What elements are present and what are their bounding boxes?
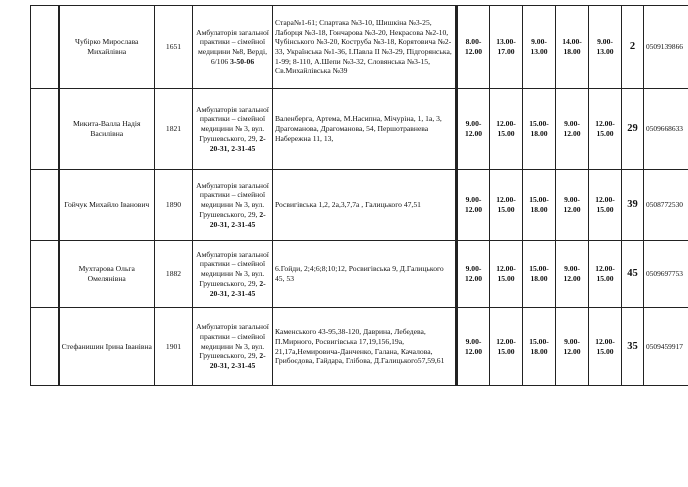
- clinic-address-text: Амбулаторія загальної практики – сімейної медицини № 3, вул. Грушевського, 29,: [196, 104, 269, 143]
- mobile-phone: 0509668633: [644, 89, 688, 170]
- clinic-address-text: Амбулаторія загальної практики – сімейної медицини № 3, вул. Грушевського, 29,: [196, 249, 269, 288]
- cabinet-number: 29: [622, 89, 644, 170]
- hours-wed: 15.00-18.00: [523, 89, 556, 170]
- row-number-cell: [31, 6, 59, 89]
- served-streets: Валенберга, Артема, М.Насипна, Мічуріна, 1, 1а, 3, Драгоманова, Драгоманова, 54, Першотравнева Набережна 11, 13,: [273, 89, 457, 170]
- district-code: 1890: [155, 170, 193, 241]
- doctor-name: Гойчук Михайло Іванович: [59, 170, 155, 241]
- mobile-phone: 0509459917: [644, 308, 688, 386]
- cabinet-number: 35: [622, 308, 644, 386]
- hours-wed: 15.00-18.00: [523, 241, 556, 308]
- mobile-phone: 0509139866: [644, 6, 688, 89]
- row-number-cell: [31, 170, 59, 241]
- hours-mon: 9.00-12.00: [457, 89, 490, 170]
- hours-thu: 9.00-12.00: [556, 170, 589, 241]
- table-row: [31, 89, 688, 170]
- mobile-phone: 0509697753: [644, 241, 688, 308]
- served-streets: 6.Гойди, 2;4;6;8;10;12, Росвигівська 9, Д.Галицького 45, 53: [273, 241, 457, 308]
- hours-tue: 12.00-15.00: [490, 170, 523, 241]
- doctor-schedule-table: [30, 5, 688, 386]
- cabinet-number: 39: [622, 170, 644, 241]
- clinic-address: [193, 241, 273, 308]
- district-code: 1882: [155, 241, 193, 308]
- district-code: 1651: [155, 6, 193, 89]
- hours-fri: 12.00-15.00: [589, 170, 622, 241]
- clinic-address-text: Амбулаторія загальної практики – сімейної медицини № 3, вул. Грушевського, 29,: [196, 322, 269, 361]
- doctor-name: Мухтарова Ольга Омелянівна: [59, 241, 155, 308]
- clinic-address: [193, 89, 273, 170]
- doctor-name: Чубірко Мирослава Михайлівна: [59, 6, 155, 89]
- row-number-cell: [31, 89, 59, 170]
- served-streets: Стара№1-61; Спартака №3-10, Шишкіна №3-25, Лаборця №3-18, Гончарова №3-20, Некрасова №2-10, Чубінського №3-20, Коструба №3-18, Корятовича №2-33, Українська №1-36, І.Павла ІІ №3-29, Підгорянська, 1-99; 8-110, А.Шепи №3-32, Словянська №3-15, Св.Михайлівська №39: [273, 6, 457, 89]
- hours-mon: 9.00-12.00: [457, 308, 490, 386]
- district-code: 1821: [155, 89, 193, 170]
- mobile-phone: 0508772530: [644, 170, 688, 241]
- cabinet-number: 45: [622, 241, 644, 308]
- clinic-phone: 2-20-31, 2-31-45: [209, 351, 266, 371]
- doctor-name: Микита-Валла Надія Василівна: [59, 89, 155, 170]
- hours-fri: 9.00-13.00: [589, 6, 622, 89]
- clinic-address-text: Амбулаторія загальної практики – сімейної медицини № 3, вул. Грушевського, 29,: [196, 180, 269, 219]
- hours-thu: 9.00-12.00: [556, 241, 589, 308]
- table-row: [31, 241, 688, 308]
- hours-thu: 9.00-12.00: [556, 308, 589, 386]
- hours-mon: 9.00-12.00: [457, 170, 490, 241]
- hours-tue: 12.00-15.00: [490, 308, 523, 386]
- clinic-address: [193, 170, 273, 241]
- clinic-phone: 2-20-31, 2-31-45: [209, 278, 266, 298]
- hours-thu: 9.00-12.00: [556, 89, 589, 170]
- clinic-address: [193, 308, 273, 386]
- hours-fri: 12.00-15.00: [589, 89, 622, 170]
- row-number-cell: [31, 308, 59, 386]
- hours-tue: 12.00-15.00: [490, 89, 523, 170]
- table-row: [31, 170, 688, 241]
- doctor-name: Стефанишин Ірина Іванівна: [59, 308, 155, 386]
- served-streets: Росвигівська 1,2, 2а,3,7,7а , Галицького 47,51: [273, 170, 457, 241]
- district-code: 1901: [155, 308, 193, 386]
- hours-fri: 12.00-15.00: [589, 241, 622, 308]
- cabinet-number: 2: [622, 6, 644, 89]
- clinic-phone: 2-20-31, 2-31-45: [209, 209, 266, 229]
- clinic-phone: 2-20-31, 2-31-45: [209, 133, 266, 153]
- hours-tue: 12.00-15.00: [490, 241, 523, 308]
- table-row: [31, 308, 688, 386]
- row-number-cell: [31, 241, 59, 308]
- hours-tue: 13.00-17.00: [490, 6, 523, 89]
- hours-thu: 14.00-18.00: [556, 6, 589, 89]
- hours-mon: 8.00-12.00: [457, 6, 490, 89]
- hours-wed: 9.00-13.00: [523, 6, 556, 89]
- served-streets: Каменського 43-95,38-120, Даврина, Лебедева, П.Мирного, Росвигівська 17,19,156,19а, 21,17а,Немировича-Данченко, Галана, Качалова, Грибоєдова, Гайдара, Глібова, Д.Галицького57,59,61: [273, 308, 457, 386]
- hours-fri: 12.00-15.00: [589, 308, 622, 386]
- clinic-address: [193, 6, 273, 89]
- clinic-phone: 3-50-06: [230, 56, 255, 66]
- hours-mon: 9.00-12.00: [457, 241, 490, 308]
- hours-wed: 15.00-18.00: [523, 308, 556, 386]
- clinic-address-text: Амбулаторія загальної практики – сімейної медицини №8, Верді, 6/106: [196, 27, 269, 66]
- hours-wed: 15.00-18.00: [523, 170, 556, 241]
- table-row: [31, 6, 688, 89]
